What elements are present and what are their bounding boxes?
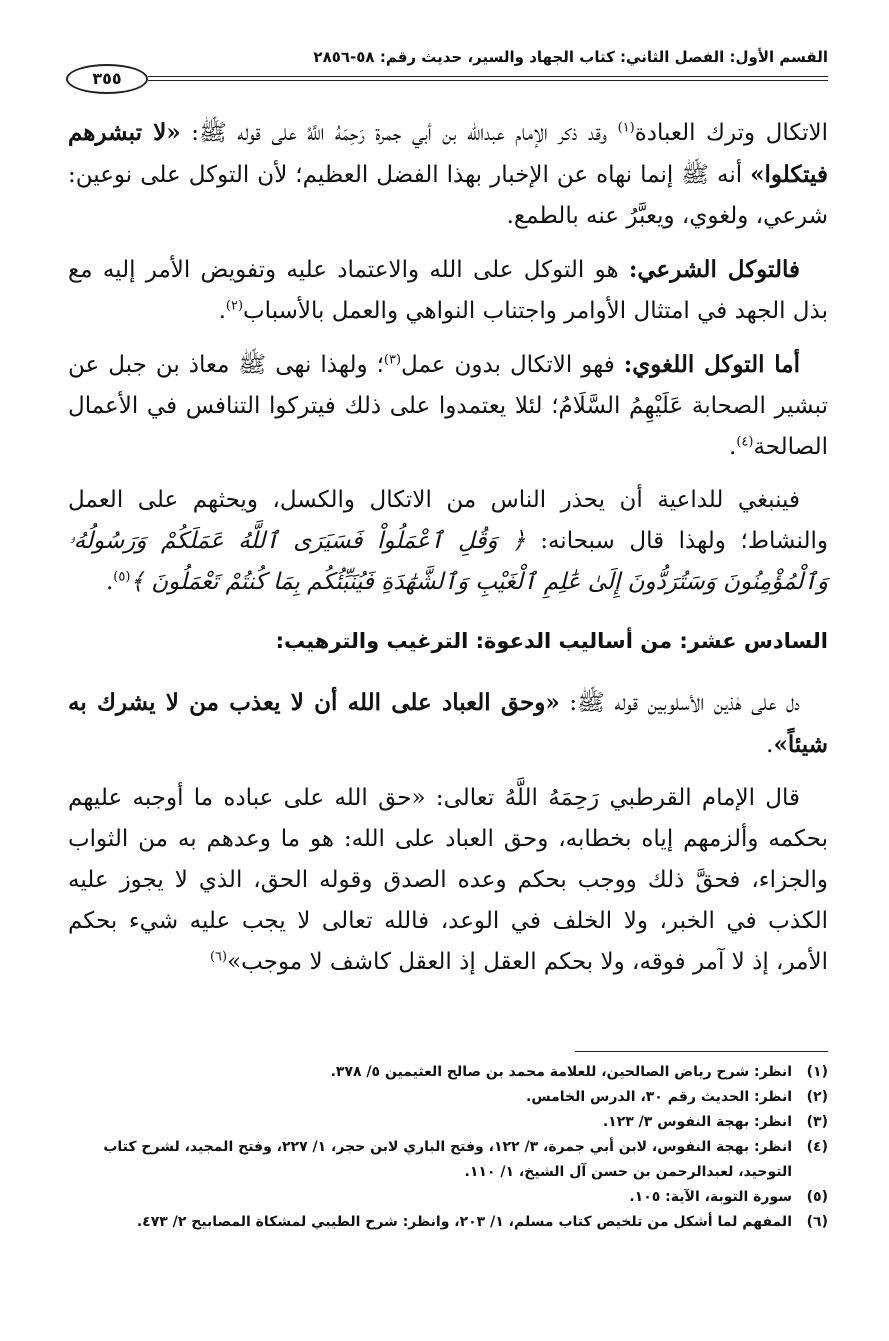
p3-text-c: . <box>729 434 737 460</box>
footnote-text: انظر: الحديث رقم ٣٠، الدرس الخامس. <box>526 1089 792 1105</box>
main-text <box>68 112 828 995</box>
footnote-rule <box>575 1051 828 1052</box>
footnote <box>66 1085 828 1110</box>
paragraph-3 <box>68 344 828 468</box>
p5-text-b: . <box>766 732 774 758</box>
footnote-number: (٥) <box>806 1189 828 1205</box>
paragraph-6 <box>68 778 828 983</box>
footnote-number: (٤) <box>806 1139 828 1155</box>
footnote-ref-2: (٢) <box>225 298 244 314</box>
page-header <box>66 44 828 94</box>
footnote-number: (٦) <box>806 1214 828 1230</box>
p1-text-c: أنه ﷺ إنما نهاه عن الإخبار بهذا الفضل العظيم؛ لأن التوكل على نوعين: شرعي، ولغوي، ويعبَّرُ عنه بالطمع. <box>68 162 828 229</box>
footnote <box>66 1135 828 1185</box>
footnote-text: انظر: بهجة النفوس، لابن أبي جمرة، ٣/ ١٢٢، وفتح الباري لابن حجر، ١/ ٢٢٧، وفتح المجيد، لشرح كتاب التوحيد، لعبدالرحمن بن حسن آل الشيخ، ١/ ١١٠. <box>103 1139 792 1180</box>
p3-text-a: فهو الاتكال بدون عمل <box>401 352 624 378</box>
footnote-number: (٢) <box>806 1089 828 1105</box>
paragraph-4 <box>68 480 828 603</box>
footnote-ref-3: (٣) <box>383 352 402 368</box>
p6-text-a: قال الإمام القرطبي رَحِمَهُ اللَّهُ تعالى: «حق الله على عباده ما أوجبه عليهم بحكمه وألزمهم إياه بخطابه، وحق العباد على الله: هو ما وعدهم به من الثواب والجزاء، فحقَّ ذلك ووجب بحكم وعده الصدق وقوله الحق، الذي لا يجوز عليه الكذب في الخبر، ولا الخلف في الوعد، فالله تعالى لا يجب عليه شيء بحكم الأمر، إذ لا آمر فوقه، ولا بحكم العقل إذ العقل كاشف لا موجب» <box>68 785 828 975</box>
quran-verse: ﴿ وَقُلِ ٱعْمَلُواْ فَسَيَرَى ٱللَّهُ عَمَلَكُمْ وَرَسُولُهُۥ وَٱلْمُؤْمِنُونَ وَسَتُرَدُّونَ إِلَىٰ عَٰلِمِ ٱلْغَيْبِ وَٱلشَّهَٰدَةِ فَيُنَبِّئُكُم بِمَا كُنتُمْ تَعْمَلُونَ ﴾ <box>68 528 828 595</box>
footnote-number: (١) <box>806 1064 828 1080</box>
footnote-number: (٣) <box>806 1114 828 1130</box>
footnote <box>66 1060 828 1085</box>
p4-text-b: . <box>105 569 114 595</box>
p2-text-a: هو التوكل على الله والاعتماد عليه وتفويض الأمر إليه مع بذل الجهد في امتثال الأوامر واجتناب النواهي والعمل بالأسباب <box>68 257 828 324</box>
paragraph-5 <box>68 682 828 766</box>
paragraph-1 <box>68 112 828 237</box>
p1-text-b: وقد ذكر الإمام عبدالله بن أبي جمرة رَحِمَهُ اللَّهُ على قوله ﷺ: <box>180 120 618 146</box>
p4-text-a: فينبغي للداعية أن يحذر الناس من الاتكال والكسل، ويحثهم على العمل والنشاط؛ ولهذا قال سبحانه: <box>68 487 828 554</box>
footnote-text: المفهم لما أشكل من تلخيص كتاب مسلم، ١/ ٢٠٣، وانظر: شرح الطيبي لمشكاة المصابيح ٢/ ٤٧٣. <box>136 1214 792 1230</box>
running-title: القسم الأول: الفصل الثاني: كتاب الجهاد والسير، حديث رقم: ٥٨-٢٨٥٦ <box>313 48 828 66</box>
footnote-ref-1: (١) <box>617 120 635 136</box>
footnote-text: سورة التوبة، الآية: ١٠٥. <box>629 1189 792 1205</box>
p1-text-a: الاتكال وترك العبادة <box>634 120 828 146</box>
term-sharia-tawakkul: فالتوكل الشرعي: <box>628 256 800 283</box>
footnote <box>66 1110 828 1135</box>
page-number: ٣٥٥ <box>66 64 148 94</box>
paragraph-2 <box>68 249 828 332</box>
footnote-ref-4: (٤) <box>736 434 754 450</box>
p3-text-b: ؛ ولهذا نهى ﷺ معاذ بن جبل عن تبشير الصحابة عَلَيْهِمُ السَّلَامُ؛ لئلا يعتمدوا على ذلك فيتركوا التنافس في الأعمال الصالحة <box>68 352 828 460</box>
footnote-text: انظر: شرح رياض الصالحين، للعلامة محمد بن صالح العثيمين ٥/ ٣٧٨. <box>330 1064 792 1080</box>
hadith-quote-2: «وحق العباد على الله أن لا يعذب من لا يشرك به شيئاً» <box>68 689 828 758</box>
section-heading: السادس عشر: من أساليب الدعوة: الترغيب والترهيب: <box>275 629 828 653</box>
footnote-text: انظر: بهجة النفوس ٣/ ١٢٣. <box>602 1114 792 1130</box>
header-rule <box>148 76 828 81</box>
footnotes <box>66 1060 828 1235</box>
p5-text-a: دل على هٰذين الأسلوبين قوله ﷺ: <box>559 690 800 716</box>
footnote <box>66 1210 828 1235</box>
footnote <box>66 1185 828 1210</box>
p2-text-b: . <box>218 298 226 324</box>
footnote-ref-6: (٦) <box>209 949 228 965</box>
footnote-ref-5: (٥) <box>113 569 131 585</box>
hadith-quote: «لا تبشرهم فيتكلوا» <box>68 119 828 188</box>
term-linguistic-tawakkul: أما التوكل اللغوي: <box>623 351 800 378</box>
